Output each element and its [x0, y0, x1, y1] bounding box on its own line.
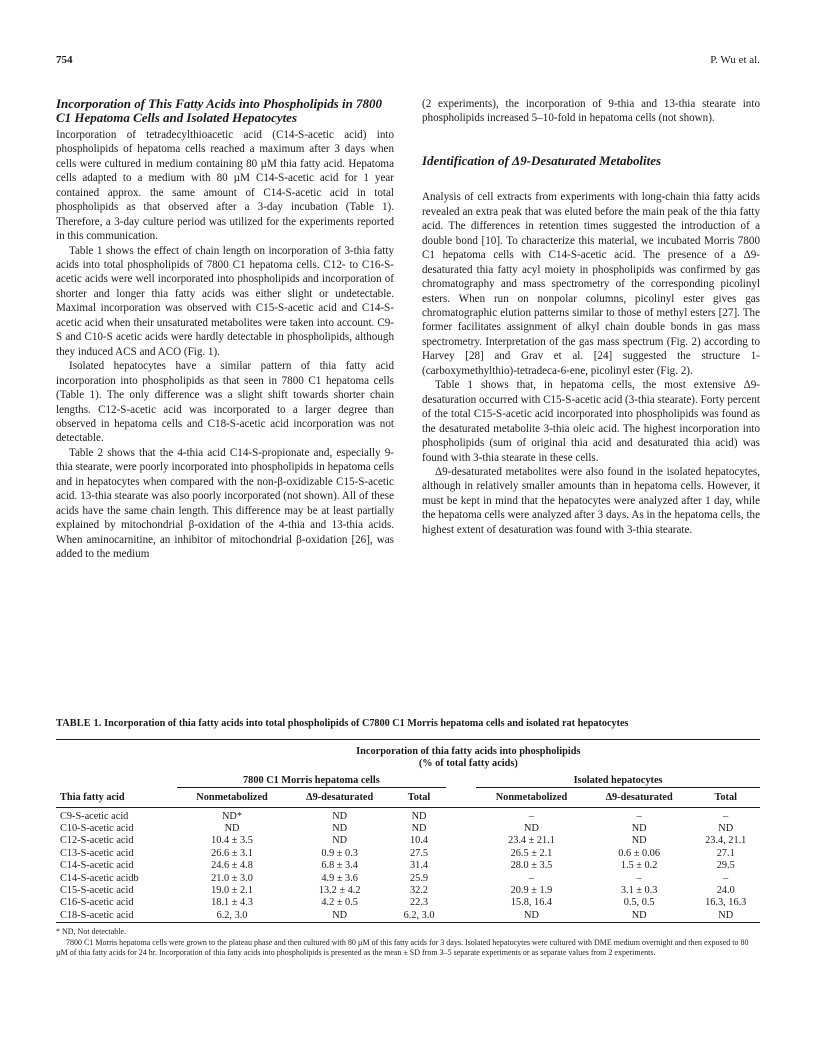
column-header: Nonmetabolized	[196, 792, 268, 804]
cell: 26.6 ± 3.1	[211, 847, 253, 859]
cell: –	[528, 872, 535, 884]
cell: ND	[332, 909, 348, 921]
data-table	[56, 739, 760, 923]
cell: ND	[332, 835, 348, 847]
cell-name: C14-S-acetic acid	[60, 860, 134, 872]
cell: 6.8 ± 3.4	[321, 860, 358, 872]
cell: ND	[224, 823, 240, 835]
table-row	[56, 873, 760, 885]
table-caption	[56, 718, 760, 729]
paragraph: Incorporation of tetradecylthioacetic acid (C14-S-acetic acid) into phospholipids of hepatoma cells reached a maximum after 3 days when cells were cultured in medium containing 80 µM thia fatty acid. Hepatoma cells adapted to a medium with 80 µM C14-S-acetic acid for 1 year contained approx. the same amount of C14-S-acetic acid in total phospholipids as that observed after a 3-day incubation (Table 1). Therefore, a 3-day culture period was utilized for the experiments reported in this communication.	[56, 128, 394, 243]
footnote: 7800 C1 Morris hepatoma cells were grown to the plateau phase and then cultured with 80 µM of this fatty acids for 3 days. Isolated hepatocytes were cultured with DME medium overnight and then exposed to 80 µM of thia fatty acids for 24 hr. Incorporation of thia fatty acids into phospholipids is presented as the mean ± SD from 3–5 separate experiments or as separate values from 2 experiments.	[56, 937, 749, 958]
paragraph: Table 1 shows that, in hepatoma cells, the most extensive Δ9-desaturation occurred with C15-S-acetic acid (3-thia stearate). Forty percent of the total C15-S-acetic acid incorporated into phospholipids was found as the desaturated metabolite 3-thia oleic acid. The highest incorporation into phospholipids (sum of original thia acid and desaturated thia acid) was found with 3-thia stearate in these cells.	[422, 379, 760, 464]
running-head: P. Wu et al.	[710, 54, 760, 66]
paragraph-continued: (2 experiments), the incorporation of 9-thia and 13-thia stearate into phospholipids increased 5–10-fold in hepatoma cells (not shown).	[422, 98, 760, 125]
paragraph: Analysis of cell extracts from experiments with long-chain thia fatty acids revealed an extra peak that was eluted before the main peak of the thia fatty acid. The differences in retention times suggested the introduction of a double bond [10]. To characterize this material, we incubated Morris 7800 C1 hepatoma cells with C14-S-acetic acid. The presence of a Δ9-desaturated thia fatty acyl moiety in phospholipids was confirmed by gas chromatography and mass spectrometry of the corresponding picolinyl esters. When run on nonpolar columns, picolinyl ester gives gas chromatographic elution patterns similar to those of methyl esters [27]. The former facilitates assignment of alkyl chain double bonds in gas mass spectrometry. Interpretation of the gas mass spectrum (Fig. 2) according to Harvey [28] and Grav et al. [24] suggested the structure 1-(carboxymethylthio)-tetradeca-6-ene, picolinyl ester (Fig. 2).	[422, 191, 760, 377]
cell: 28.0 ± 3.5	[510, 860, 553, 872]
cell-name: C10-S-acetic acid	[60, 823, 134, 835]
cell: –	[528, 810, 535, 822]
table-1	[56, 718, 760, 959]
spacer	[422, 126, 760, 154]
cell: 31.4	[410, 860, 429, 872]
page-number: 754	[56, 54, 73, 66]
column-header: Thia fatty acid	[60, 791, 125, 803]
cell: 21.0 ± 3.0	[211, 872, 253, 884]
table-row	[56, 910, 760, 923]
cell: 15.8, 16.4	[510, 897, 553, 909]
group-header-hepatoma: 7800 C1 Morris hepatoma cells	[177, 771, 446, 788]
cell: 18.1 ± 4.3	[211, 897, 253, 909]
cell: 3.1 ± 0.3	[620, 885, 658, 897]
cell: 27.5	[410, 847, 429, 859]
cell: 19.0 ± 2.1	[211, 885, 253, 897]
cell: 6.2, 3.0	[216, 909, 248, 921]
cell: 16.3, 16.3	[705, 897, 747, 909]
cell: ND	[332, 823, 348, 835]
column-header: Total	[714, 792, 737, 804]
cell: 13.2 ± 4.2	[318, 885, 361, 897]
cell: –	[636, 810, 642, 822]
spacer	[422, 170, 760, 190]
section-heading-incorporation: Incorporation of This Fatty Acids into Phospholipids in 7800 C1 Hepatoma Cells and Isolated Hepatocytes	[56, 96, 382, 126]
column-header: Δ9-desaturated	[306, 792, 374, 804]
table-title: Incorporation of thia fatty acids into total phospholipids of C7800 C1 Morris hepatoma cells and isolated rat hepatocytes	[104, 718, 629, 729]
group-header-hepatocytes: Isolated hepatocytes	[476, 771, 760, 788]
cell-name: C14-S-acetic acidb	[60, 872, 139, 884]
table-row	[56, 860, 760, 872]
column-header: Total	[407, 792, 431, 804]
cell: 27.1	[716, 847, 735, 859]
cell: 23.4, 21.1	[705, 835, 747, 847]
cell: ND	[718, 823, 734, 835]
cell: 25.9	[410, 872, 429, 884]
cell: 10.4 ± 3.5	[211, 835, 253, 847]
cell: 4.9 ± 3.6	[321, 872, 358, 884]
cell-name: C13-S-acetic acid	[60, 847, 134, 859]
cell: 22.3	[410, 897, 429, 909]
cell: ND	[631, 823, 647, 835]
paragraph: Table 2 shows that the 4-thia acid C14-S-propionate and, especially 9-thia stearate, were poorly incorporated into phospholipids in hepatoma cells and in hepatocytes when compared with the non-β-oxidizable C15-S-acetic acid. 13-thia stearate was also poorly incorporated (not shown). All of these acids have the same chain length. This difference may be at least partially explained by mitochondrial β-oxidation of the 4-thia and 13-thia acids. When aminocarnitine, an inhibitor of mitochondrial β-oxidation [26], was added to the medium	[56, 446, 394, 561]
table-footnotes	[56, 927, 760, 958]
cell: ND	[411, 823, 427, 835]
cell: 26.5 ± 2.1	[510, 847, 553, 859]
table-row	[56, 885, 760, 897]
page-header	[56, 54, 760, 70]
cell: –	[636, 872, 642, 884]
cell: ND*	[222, 810, 243, 822]
cell-name: C12-S-acetic acid	[60, 835, 134, 847]
paragraph: Table 1 shows the effect of chain length on incorporation of 3-thia fatty acids into total phospholipids of 7800 C1 hepatoma cells. C12- to C16-S-acetic acids were well incorporated into phospholipids and incorporation of shorter and longer thia fatty acids was either slight or undetectable. Maximal incorporation was observed with C15-S-acetic acid and C14-S-acetic acid when their unsaturated metabolites were taken into account. C9-S and C10-S acetic acids were hardly detectable in phospholipids, although they induced ACS and ACO (Fig. 1).	[56, 244, 394, 358]
cell: ND	[718, 909, 734, 921]
cell: ND	[631, 909, 647, 921]
table-row	[56, 897, 760, 909]
cell: 32.2	[410, 885, 429, 897]
cell: ND	[332, 810, 348, 822]
cell: 0.6 ± 0.06	[618, 847, 660, 859]
column-header: Nonmetabolized	[495, 792, 568, 804]
right-column	[422, 97, 760, 537]
table-label: TABLE 1.	[56, 718, 102, 729]
cell: 6.2, 3.0	[403, 909, 435, 921]
cell: 4.2 ± 0.5	[321, 897, 358, 909]
cell: ND	[631, 835, 647, 847]
column-header: Δ9-desaturated	[605, 792, 673, 804]
cell-name: C18-S-acetic acid	[60, 909, 134, 921]
cell: 10.4	[410, 835, 429, 847]
cell-name: C15-S-acetic acid	[60, 885, 134, 897]
cell: –	[723, 810, 729, 822]
footnote: * ND, Not detectable.	[56, 927, 126, 937]
table-spanner: Incorporation of thia fatty acids into phospholipids (% of total fatty acids)	[356, 746, 581, 770]
cell: 20.9 ± 1.9	[510, 885, 553, 897]
cell-name: C16-S-acetic acid	[60, 897, 134, 909]
table-row	[56, 848, 760, 860]
table-row	[56, 823, 760, 835]
cell: ND	[411, 810, 427, 822]
cell: 24.0	[716, 885, 735, 897]
cell: 0.5, 0.5	[623, 897, 655, 909]
section-heading-desaturated: Identification of Δ9-Desaturated Metabolites	[422, 152, 662, 168]
paragraph: Δ9-desaturated metabolites were also found in the isolated hepatocytes, although in relatively smaller amounts than in hepatoma cells. However, it must be kept in mind that the hepatocytes were analyzed after 1 day, while the hepatoma cells were analyzed after 3 days. As in the hepatoma cells, the highest extent of desaturation was found with 3-thia stearate.	[422, 465, 760, 536]
table-row	[56, 807, 760, 823]
cell: 1.5 ± 0.2	[620, 860, 658, 872]
table-row	[56, 835, 760, 847]
left-column	[56, 97, 394, 562]
cell: 29.5	[716, 860, 735, 872]
cell: ND	[524, 909, 539, 921]
cell: 24.6 ± 4.8	[211, 860, 253, 872]
cell: 23.4 ± 21.1	[508, 835, 555, 847]
cell-name: C9-S-acetic acid	[60, 810, 129, 822]
cell: ND	[524, 823, 539, 835]
cell: 0.9 ± 0.3	[321, 847, 358, 859]
cell: –	[723, 872, 729, 884]
paragraph: Isolated hepatocytes have a similar pattern of thia fatty acid incorporation into phospholipids as that seen in 7800 C1 hepatoma cells (Table 1). The only difference was a slight shift towards shorter chain lengths. C12-S-acetic acid was incorporated to a larger degree than observed in hepatoma cells and C18-S-acetic acid incorporation was not detectable.	[56, 360, 394, 445]
